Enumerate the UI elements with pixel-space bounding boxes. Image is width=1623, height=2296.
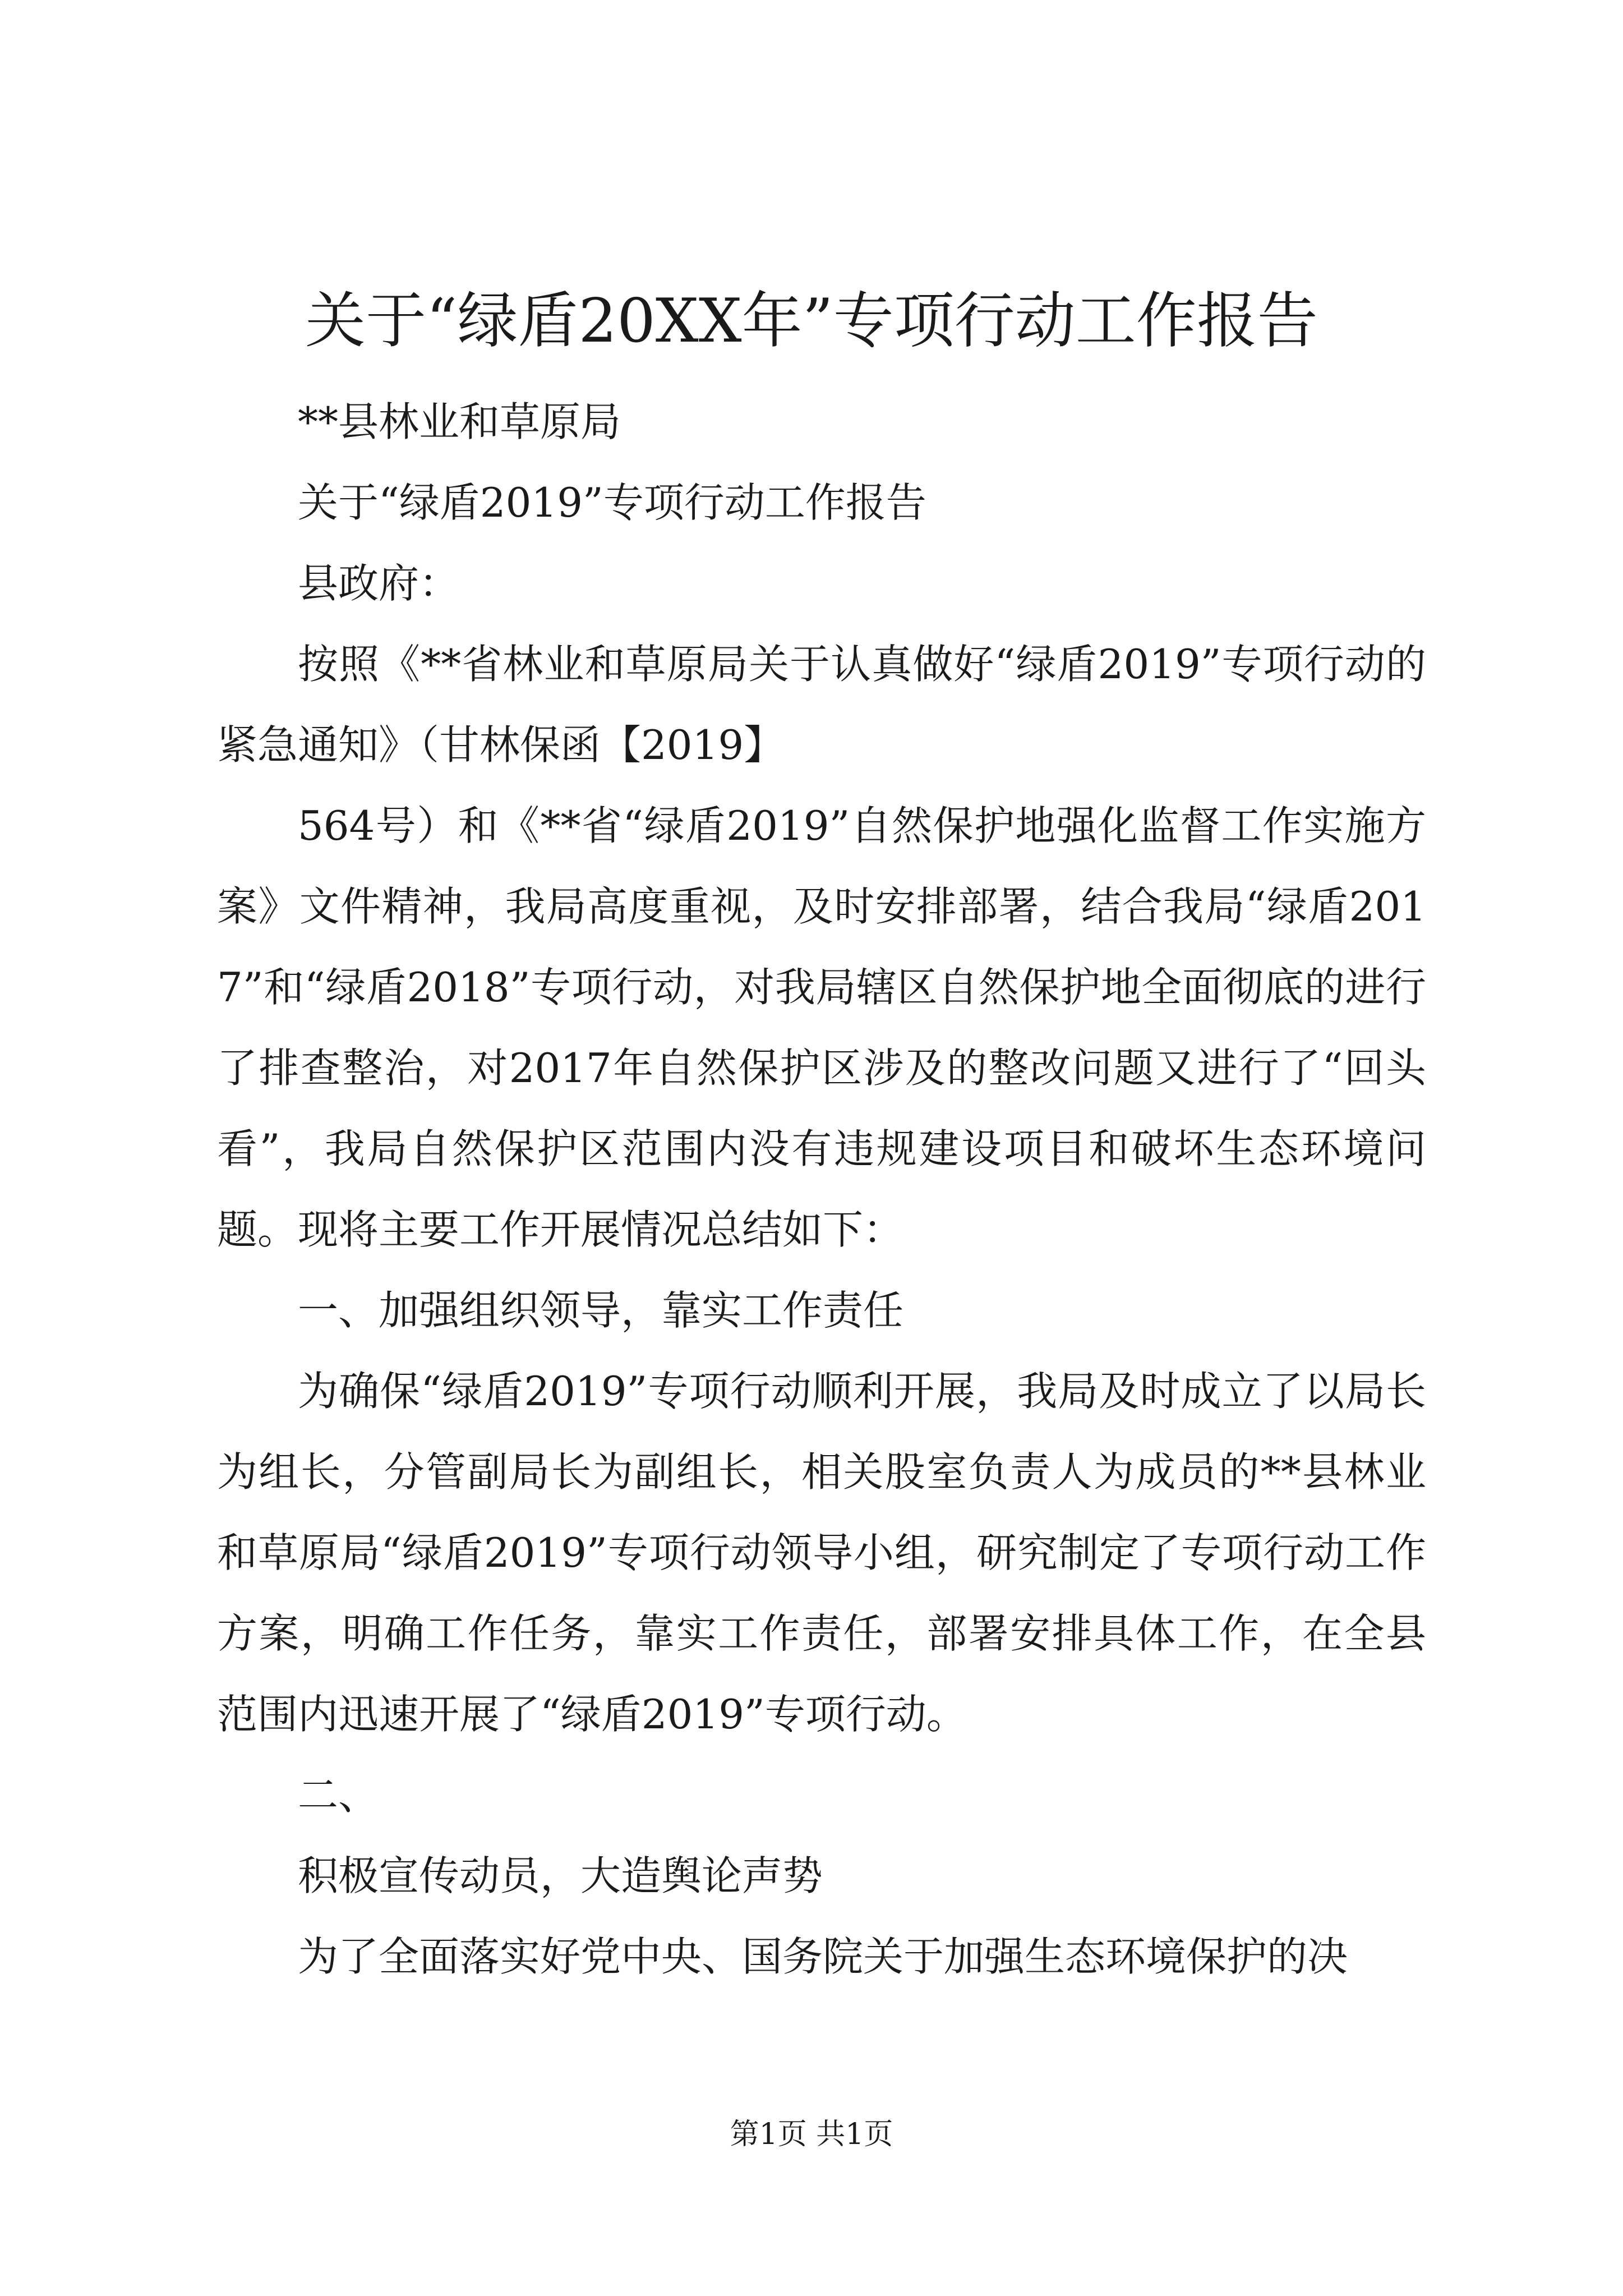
paragraph-section-1: 为确保“绿盾2019”专项行动顺利开展，我局及时成立了以局长为组长，分管副局长为副组长，相关股室负责人为成员的**县林业和草原局“绿盾2019”专项行动领导小组，研究制定了专项行动工作方案，明确工作任务，靠实工作责任，部署安排具体工作，在全县范围内迅速开展了“绿盾2019”专项行动。	[217, 1368, 1426, 1738]
paragraph-issuer: **县林业和草原局	[298, 398, 621, 445]
section-heading-2-number: 二、	[298, 1772, 379, 1819]
document-title: 关于“绿盾20XX年”专项行动工作报告	[305, 286, 1318, 356]
paragraph-intro: 564号）和《**省“绿盾2019”自然保护地强化监督工作实施方案》文件精神，我局高度重视，及时安排部署，结合我局“绿盾2017”和“绿盾2018”专项行动，对我局辖区自然保护地全面彻底的进行了排查整治，对2017年自然保护区涉及的整改问题又进行了“回头看”，我局自然保护区范围内没有违规建设项目和破坏生态环境问题。现将主要工作开展情况总结如下：	[217, 802, 1426, 1253]
page-footer: 第1页 共1页	[730, 2118, 893, 2151]
paragraph-addressee: 县政府：	[298, 560, 460, 607]
section-heading-1: 一、加强组织领导，靠实工作责任	[298, 1287, 904, 1334]
section-heading-2: 积极宣传动员，大造舆论声势	[298, 1852, 823, 1899]
paragraph-section-2: 为了全面落实好党中央、国务院关于加强生态环境保护的决	[298, 1933, 1348, 1980]
paragraph-reference: 按照《**省林业和草原局关于认真做好“绿盾2019”专项行动的紧急通知》（甘林保函【2019】	[217, 641, 1426, 769]
paragraph-subtitle: 关于“绿盾2019”专项行动工作报告	[298, 479, 926, 526]
document-body	[217, 381, 1426, 1997]
